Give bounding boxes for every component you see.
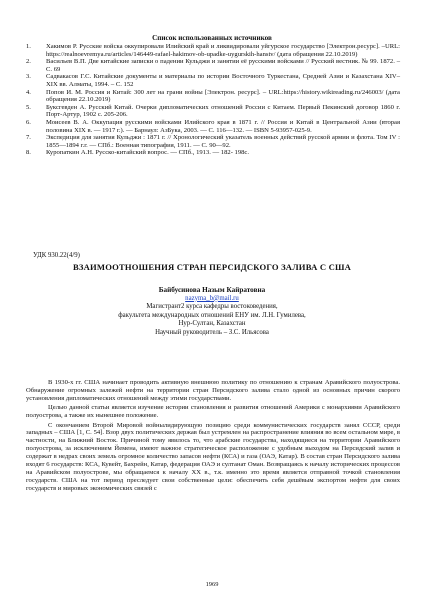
reference-text: Буксгевден А. Русский Китай. Очерки дипломатических отношений России с Китаем. Первый Пекинский договор 1860 г. Порт-Артур, 1902 с. 205-206.	[46, 103, 400, 119]
reference-number: 1.	[26, 43, 31, 50]
reference-text: Хакимов Р. Русские войска оккупировали Илийский край и ликвидировали уйгурское государство [Электрон.ресурс]. –URL: https://realnoevremya.ru/articles/146449-rafael-hakimov-ob-upadke-uygurskih-hanstv/ (дата обращения 22.10.2019)	[46, 43, 400, 58]
reference-number: 5.	[26, 103, 31, 111]
reference-number: 8.	[26, 149, 31, 157]
article-body	[26, 379, 400, 494]
references-heading: Список использованных источников	[152, 34, 272, 42]
author-email-link[interactable]: nazyma_b@mail.ru	[185, 294, 239, 302]
author-city: Нур-Султан, Казахстан	[178, 320, 246, 328]
article-title: ВЗАИМООТНОШЕНИЯ СТРАН ПЕРСИДСКОГО ЗАЛИВА С США	[72, 262, 352, 272]
reference-item	[26, 43, 400, 58]
reference-item	[26, 58, 400, 73]
reference-item	[26, 73, 400, 88]
page-number: 1969	[205, 581, 219, 588]
reference-text: Экспедиция для занятия Кульджи : 1871 г. // Хронологический указатель военных действий русской армии и флота. Том IV : 1855—1894 г.г. — СПб.: Военная типография, 1911. — С. 90—92.	[46, 134, 400, 149]
references-list	[26, 43, 400, 157]
reference-item	[26, 134, 400, 149]
udk-code: УДК 930.22(4/9)	[33, 252, 80, 259]
author-block	[0, 286, 424, 338]
reference-number: 3.	[26, 73, 31, 81]
reference-text: Попов И. М. Россия и Китай: 300 лет на грани войны [Электрон. ресурс]. – URL:https://history.wikireading.ru/246003/ (дата обращения 22.10.2019)	[46, 88, 400, 104]
body-paragraph: С окончанием Второй Мировой войнылидирующую позицию среди коммунистических государств занял СССР, среди западных – США [1, С. 54]. Взор двух политических держав был устремлен на распространение влияния во всем остальном мире, в частности, на Ближний Восток. Причиной тому явилось то, что арабские государства, находящиеся на территории Аравийского полуострова, за исключением Йемена, имеют важное стратегическое расположение с удобным выходом на Персидский залив и содержат в недрах своих земель огромное количество запасов нефти (КСА) и газа (ОАЭ, Катар). В состав стран Персидского залива входят 6 государств: КСА, Кувейт, Бахрейн, Катар, федерация ОАЭ и султанат Оман. Возвращаясь к началу исторических процессов на Аравийском полуострове, мы обращаемся к началу XX в., т.к. именно это время является отправной точкой становления государств. США на тот период преследует свои собственные цели: обеспечить себя дешёвым экспортом нефти для своих государств и мировых экономических связей с	[26, 421, 400, 492]
author-affiliation: Магистрант2 курса кафедры востоковедения,	[146, 303, 278, 311]
reference-number: 4.	[26, 88, 31, 96]
body-paragraph: В 1930-х гг. США начинает проводить активную внешнюю политику по отношению к странам Аравийского полуострова. Обнаружение огромных залежей нефти на территории стран Персидского залива стало одной из основных причин скорого установления дипломатических отношений между этими государствами.	[26, 379, 400, 402]
body-paragraph: Целью данной статьи является изучение истории становления и развития отношений Америки с монархиями Аравийского полуострова, а также их нынешнее положение.	[26, 404, 400, 420]
reference-number: 2.	[26, 58, 31, 66]
reference-text: Моисеев В. А. Оккупация русскими войсками Илийского края в 1871 г. // Россия и Китай в Центральной Азии (вторая половина XIX в. — 1917 г.). — Барнаул: АзБука, 2003. — С. 116—132. — ISBN 5-93957-025-9.	[46, 118, 400, 134]
reference-number: 6.	[26, 118, 31, 126]
author-name: Байбусинова Назым Кайратовна	[158, 286, 266, 294]
reference-text: Васильев В.П. Две китайские записки о падении Кульджи и занятии её русскими войсками // Русский вестник. № 99. 1872. – С. 69	[46, 58, 400, 73]
reference-number: 7.	[26, 134, 31, 142]
reference-text: Куропаткин А.Н. Русско-китайский вопрос. — СПб., 1913. — 182- 198с.	[46, 149, 250, 157]
reference-item	[26, 104, 400, 119]
reference-item	[26, 119, 400, 134]
author-supervisor: Научный руководитель – З.С. Ильясова	[155, 328, 269, 336]
reference-item	[26, 89, 400, 104]
reference-text: Садвакасов Г.С. Китайские документы и материалы по истории Восточного Туркестана, Средней Азии и Казахстана XIV–XIX вв. Алматы, 1994. – С. 152	[46, 73, 400, 88]
reference-item	[26, 149, 400, 157]
author-faculty: факультета международных отношений ЕНУ им. Л.Н. Гумилева,	[118, 311, 306, 319]
